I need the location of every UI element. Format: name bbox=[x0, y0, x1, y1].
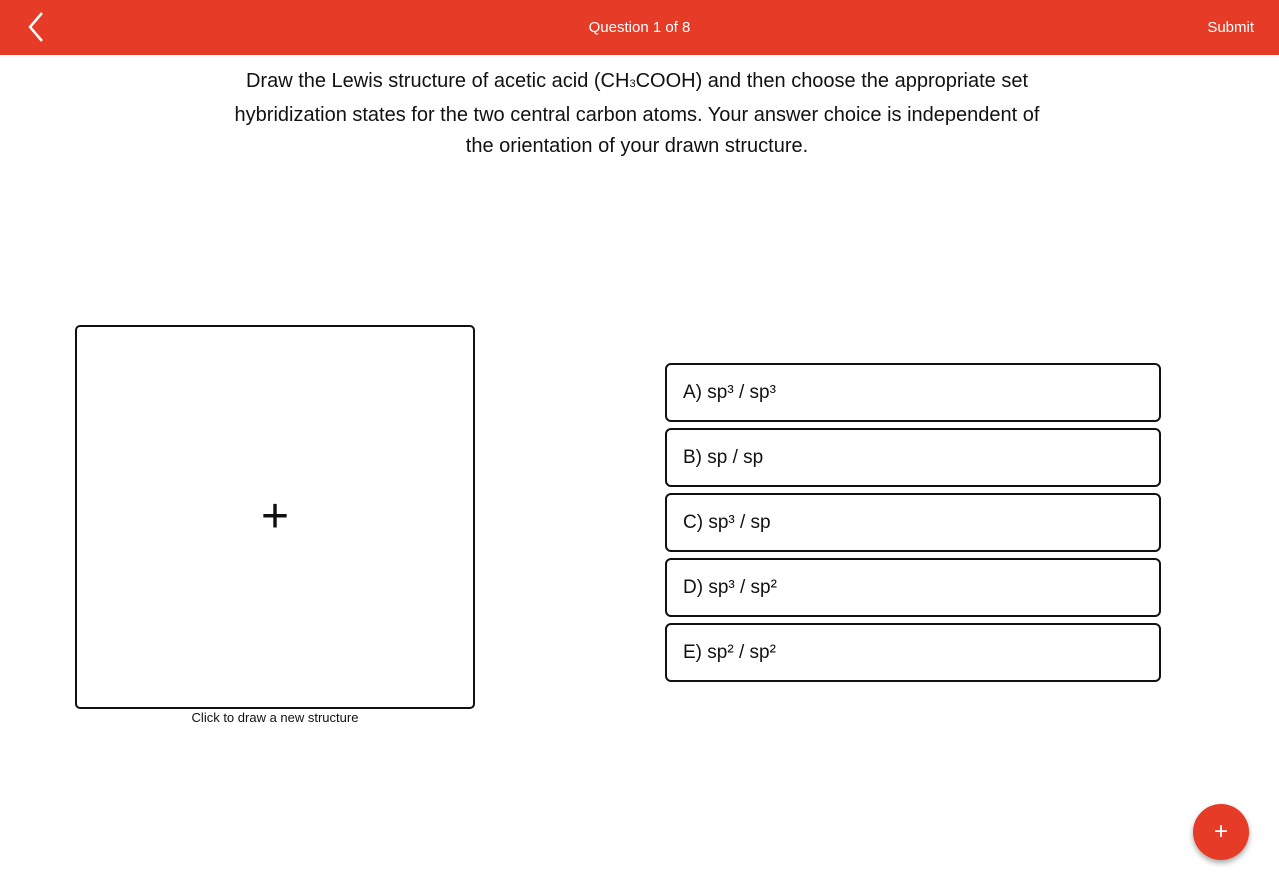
plus-icon: + bbox=[260, 490, 290, 543]
question-text bbox=[230, 66, 1044, 162]
add-fab-button[interactable]: + bbox=[1193, 804, 1249, 860]
answer-option-c[interactable]: C) sp³ / sp bbox=[665, 493, 1161, 552]
answer-option-b[interactable]: B) sp / sp bbox=[665, 428, 1161, 487]
question-text-part: COOH) and then choose the appropriate set hybridization states for the two central carbon atoms. Your answer choice is independent of the orientation of your drawn structure. bbox=[234, 70, 1040, 157]
question-counter: Question 1 of 8 bbox=[588, 19, 691, 36]
answer-option-d[interactable]: D) sp³ / sp² bbox=[665, 558, 1161, 617]
question-text-part: Draw the Lewis structure of acetic acid (CH bbox=[245, 70, 630, 92]
question-subscript: 3 bbox=[629, 78, 636, 90]
answer-option-e[interactable]: E) sp² / sp² bbox=[665, 623, 1161, 682]
top-bar bbox=[0, 0, 1279, 55]
drawing-caption: Click to draw a new structure bbox=[191, 710, 359, 725]
submit-button[interactable]: Submit bbox=[1207, 19, 1254, 36]
drawing-canvas[interactable] bbox=[75, 325, 475, 709]
answer-option-a[interactable]: A) sp³ / sp³ bbox=[665, 363, 1161, 422]
